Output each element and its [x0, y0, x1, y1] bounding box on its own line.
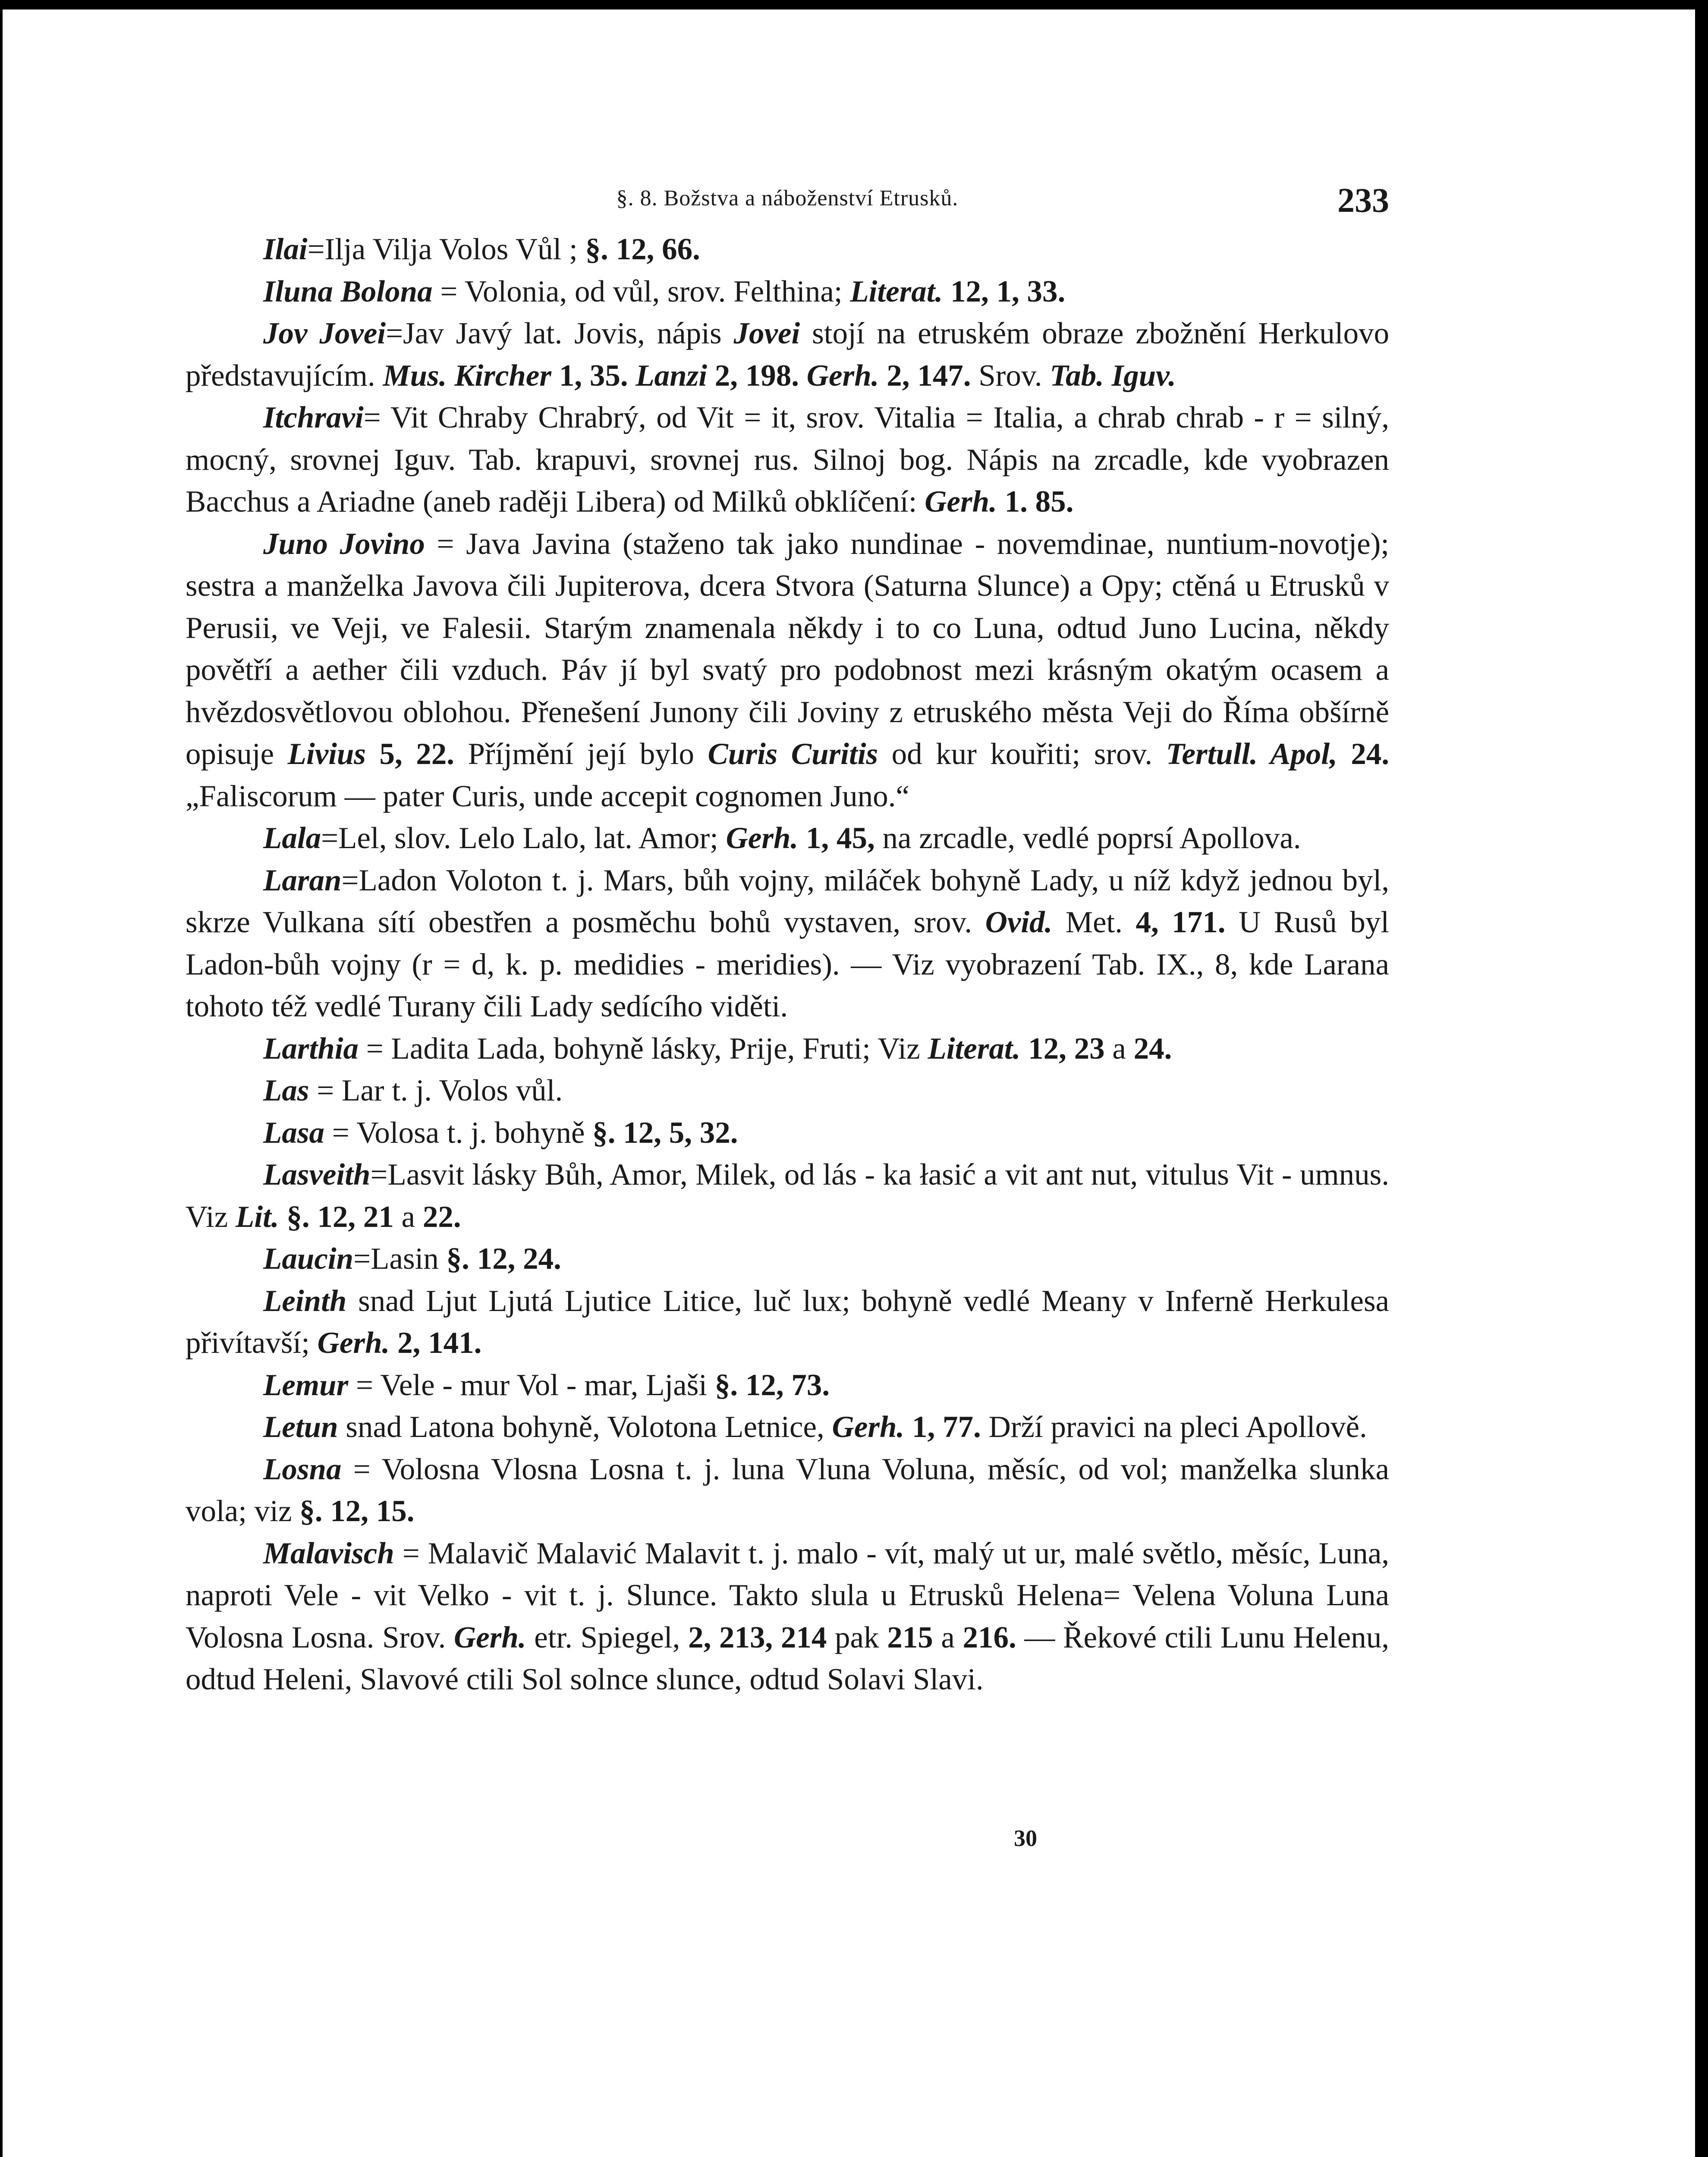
reference-number: 12, 1, 33. — [950, 274, 1066, 308]
page-number: 233 — [1337, 182, 1389, 220]
text-run: Příjmění její bylo — [454, 737, 708, 771]
entry-term: Mus. Kircher — [383, 358, 552, 393]
entry-term: Jov Jovei — [263, 317, 386, 350]
running-head-title: §. 8. Božstva a náboženství Etrusků. — [616, 186, 959, 211]
text-run — [879, 359, 887, 393]
entry-term: Gerh. — [726, 821, 799, 855]
text-run: = Java Javina (staženo tak jako nundinae - novemdinae, nuntium-novotje); sestra a manželka Javova čili Jupiterova, dcera Stvora (Saturna Slunce) a Opy; ctěná u Etrusků v Perusii, ve Veji, ve Falesii. Starým znamenala někdy i to co Luna, odtud Juno Lucina, někdy povětří a aether čili vzduch. Páv jí byl svatý pro podobnost mezi krásným okatým ocasem a hvězdosvětlovou oblohou. Přenešení Junony čili Joviny z etruského města Veji do Říma obšírně opisuje — [186, 527, 1389, 771]
entry-term: Ilai — [263, 233, 308, 266]
reference-number: 5, 22. — [379, 737, 455, 771]
entry-term: Jovei — [733, 317, 800, 350]
text-run: =Ladon Voloton t. j. Mars, bůh vojny, miláček bohyně Lady, u níž když jednou byl, skrze Vulkana sítí obestřen a posměchu bohů vystaven, srov. — [186, 863, 1389, 939]
text-run: =Jav Javý lat. Jovis, nápis — [386, 317, 734, 350]
text-run: a — [393, 1200, 423, 1234]
text-run: stojí na etruském obraze zbožnění Herkulovo představujícím. — [186, 317, 1389, 393]
entry-paragraph — [186, 1070, 1389, 1112]
text-run: na zrcadle, vedlé poprsí Apollova. — [874, 821, 1301, 855]
reference-number: 22. — [422, 1200, 461, 1234]
reference-number: 24. — [1133, 1031, 1172, 1066]
reference-number: 1, 35. — [559, 358, 628, 393]
text-run: = Vit Chraby Chrabrý, od Vit = it, srov. Vitalia = Italia, a chrab chrab - r = silný, mocný, srovnej Iguv. Tab. krapuvi, srovnej rus. Silnoj bog. Nápis na zrcadle, kde vyobrazen Bacchus a Ariadne (aneb raději Libera) od Milků obklíčení: — [186, 401, 1389, 519]
text-run — [997, 485, 1005, 519]
entry-term: Gerh. — [806, 358, 879, 393]
entry-term: Livius — [287, 737, 366, 771]
reference-number: §. 12, 66. — [585, 233, 700, 266]
reference-number: 2, 141. — [397, 1326, 482, 1360]
entry-paragraph — [186, 1406, 1389, 1449]
reference-number: 1. 85. — [1004, 485, 1074, 519]
entry-term: Tertull. Apol, — [1166, 737, 1337, 771]
signature-mark: 30 — [1014, 1825, 1037, 1851]
text-run: = Lar t. j. Volos vůl. — [309, 1074, 563, 1107]
entry-paragraph — [186, 1449, 1389, 1533]
entry-term: Ovid. — [985, 906, 1053, 939]
entry-paragraph — [186, 397, 1389, 523]
entry-paragraph — [186, 1533, 1389, 1701]
text-run — [366, 737, 380, 771]
entry-term: Letun — [263, 1410, 338, 1444]
book-page — [186, 181, 1389, 2079]
entry-term: Lala — [263, 821, 321, 855]
entry-term: Gerh. — [832, 1410, 905, 1444]
entry-term: Itchravi — [263, 401, 364, 434]
text-run — [1020, 1032, 1028, 1066]
text-run — [904, 1410, 912, 1444]
text-run: =Lasin — [353, 1242, 447, 1276]
reference-number: 215 — [887, 1620, 933, 1654]
text-run: = Vele - mur Vol - mar, Ljaši — [348, 1368, 715, 1402]
entry-paragraph — [186, 1238, 1389, 1280]
entry-paragraph — [186, 313, 1389, 397]
entry-term: Lanzi — [635, 358, 708, 393]
text-run — [943, 275, 950, 308]
text-run: — Řekové ctili Lunu Helenu, odtud Heleni, Slavové ctili Sol solnce slunce, odtud Solavi Slavi. — [186, 1620, 1390, 1696]
text-run: Met. — [1052, 906, 1136, 939]
text-run: =Ilja Vilja Volos Vůl ; — [307, 233, 585, 266]
entry-paragraph — [186, 1154, 1389, 1238]
scan-border-top — [0, 0, 1708, 9]
text-run — [628, 359, 636, 393]
reference-number: §. 12, 24. — [446, 1242, 561, 1276]
entry-paragraph — [186, 229, 1389, 271]
entry-term: Lasa — [263, 1116, 324, 1150]
text-run: = Malavič Malavić Malavit t. j. malo - vít, malý ut ur, malé světlo, měsíc, Luna, naproti Vele - vit Velko - vit t. j. Slunce. Takto slula u Etrusků Helena= Velena Voluna Luna Volosna Losna. Srov. — [186, 1536, 1389, 1654]
entry-paragraph — [186, 523, 1389, 818]
entry-paragraph — [186, 1028, 1389, 1070]
entry-term: Laran — [263, 863, 342, 897]
text-run: U Rusů byl Ladon-bůh vojny (r = d, k. p. medidies - meridies). — Viz vyobrazení Tab. IX., 8, kde Larana tohoto též vedlé Turany čili Lady sedícího viděti. — [186, 906, 1390, 1023]
entry-paragraph — [186, 1365, 1389, 1407]
text-run: = Ladita Lada, bohyně lásky, Prije, Fruti; Viz — [358, 1031, 928, 1066]
text-run: =Lasvit lásky Bůh, Amor, Milek, od lás - ka łasić a vit ant nut, vitulus Vit - umnus. Viz — [186, 1158, 1389, 1234]
text-run: „Faliscorum — pater Curis, unde accepit cognomen Juno.“ — [186, 779, 909, 813]
reference-number: §. 12, 21 — [286, 1200, 394, 1234]
text-run — [551, 359, 559, 393]
text-run — [1337, 737, 1351, 771]
reference-number: 24. — [1351, 737, 1390, 771]
entry-term: Iluna Bolona — [263, 274, 433, 308]
entry-term: Gerh. — [454, 1620, 526, 1654]
entry-term: Literat. — [850, 274, 943, 308]
entry-paragraph — [186, 1112, 1389, 1154]
scan-border-right — [1695, 0, 1708, 2157]
reference-number: §. 12, 73. — [714, 1368, 830, 1402]
entry-paragraph — [186, 818, 1389, 860]
reference-number: 4, 171. — [1136, 906, 1226, 939]
reference-number: 2, 213, 214 — [688, 1620, 827, 1654]
reference-number: 1, 45, — [806, 821, 875, 855]
entry-paragraph — [186, 860, 1389, 1028]
text-run — [799, 359, 807, 393]
entry-term: Lit. — [236, 1200, 279, 1234]
text-run — [798, 821, 806, 855]
entry-term: Malavisch — [263, 1536, 394, 1570]
reference-number: §. 12, 5, 32. — [592, 1116, 738, 1150]
entry-term: Laucin — [263, 1242, 354, 1276]
reference-number: 216. — [963, 1620, 1016, 1654]
entry-term: Losna — [263, 1452, 342, 1486]
entry-term: Lemur — [263, 1368, 349, 1402]
entry-term: Las — [263, 1074, 309, 1107]
text-run: od kur kouřiti; srov. — [878, 737, 1166, 771]
reference-number: 2, 198. — [714, 358, 799, 393]
text-run: a — [1104, 1031, 1134, 1066]
text-run: snad Latona bohyně, Volotona Letnice, — [338, 1410, 832, 1444]
entry-term: Gerh. — [925, 485, 997, 519]
entry-term: Literat. — [928, 1031, 1021, 1066]
text-run: a — [933, 1620, 963, 1654]
scan-border-left — [0, 0, 3, 2157]
entry-paragraph — [186, 271, 1389, 313]
body-text — [186, 229, 1389, 1701]
text-run: = Volosa t. j. bohyně — [324, 1116, 593, 1150]
entry-paragraph — [186, 1280, 1389, 1365]
text-run: Srov. — [971, 358, 1050, 393]
entry-term: Juno Jovino — [263, 527, 425, 561]
text-run: = Volosna Vlosna Losna t. j. luna Vluna Voluna, měsíc, od vol; manželka slunka vola; viz — [186, 1452, 1389, 1528]
entry-term: Gerh. — [317, 1326, 390, 1360]
entry-term: Larthia — [263, 1031, 359, 1066]
reference-number: 1, 77. — [912, 1410, 981, 1444]
text-run: =Lel, slov. Lelo Lalo, lat. Amor; — [321, 821, 726, 855]
reference-number: 2, 147. — [887, 358, 971, 393]
text-run — [279, 1200, 287, 1234]
text-run: pak — [827, 1620, 887, 1654]
text-run: Drží pravici na pleci Apollově. — [981, 1410, 1367, 1444]
text-run: snad Ljut Ljutá Ljutice Litice, luč lux; bohyně vedlé Meany v Inferně Herkulesa přivítavší; — [186, 1284, 1389, 1360]
entry-term: Leinth — [263, 1284, 347, 1318]
text-run: = Volonia, od vůl, srov. Felthina; — [432, 274, 850, 308]
reference-number: 12, 23 — [1028, 1031, 1105, 1066]
entry-term: Curis Curitis — [708, 737, 878, 771]
text-run — [390, 1326, 397, 1360]
text-run — [707, 359, 715, 393]
reference-number: §. 12, 15. — [299, 1494, 415, 1528]
entry-term: Lasveith — [263, 1158, 371, 1192]
text-run: etr. Spiegel, — [526, 1620, 689, 1654]
running-head — [186, 181, 1389, 229]
entry-term: Tab. Iguv. — [1050, 358, 1176, 393]
